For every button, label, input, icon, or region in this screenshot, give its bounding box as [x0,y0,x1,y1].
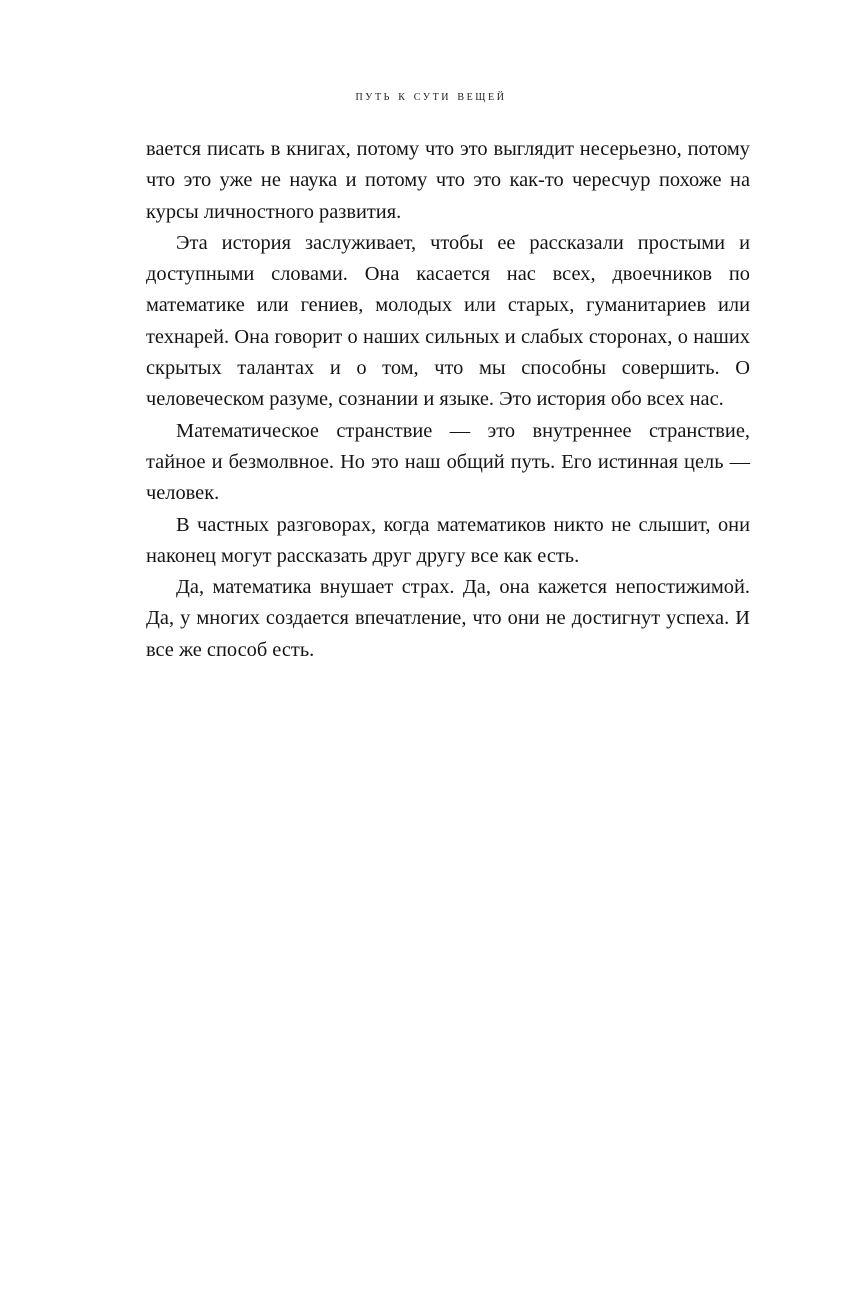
paragraph: вается писать в книгах, потому что это выглядит несерьезно, потому что это уже не наука и потому что это как-то чересчур похоже на курсы личностного развития. [146,138,750,223]
running-head: путь к сути вещей [355,88,507,104]
paragraph: В частных разговорах, когда математиков никто не слышит, они наконец могут рассказать друг другу все как есть. [146,513,750,567]
paragraph: Математическое странствие — это внутреннее странствие, тайное и безмолвное. Но это наш общий путь. Его истинная цель — человек. [146,419,750,505]
paragraph: Эта история заслуживает, чтобы ее рассказали простыми и доступными словами. Она касается нас всех, двоечников по математике или гениев, молодых или старых, гуманитариев или технарей. Она говорит о наших сильных и слабых сторонах, о наших скрытых талантах и о том, что мы способны совершить. О человеческом разуме, сознании и языке. Это история обо всех нас. [146,231,750,411]
paragraph: Да, математика внушает страх. Да, она кажется непостижимой. Да, у многих создается впечатление, что они не достигнут успеха. И все же способ есть. [146,576,750,661]
body-text [146,134,750,666]
